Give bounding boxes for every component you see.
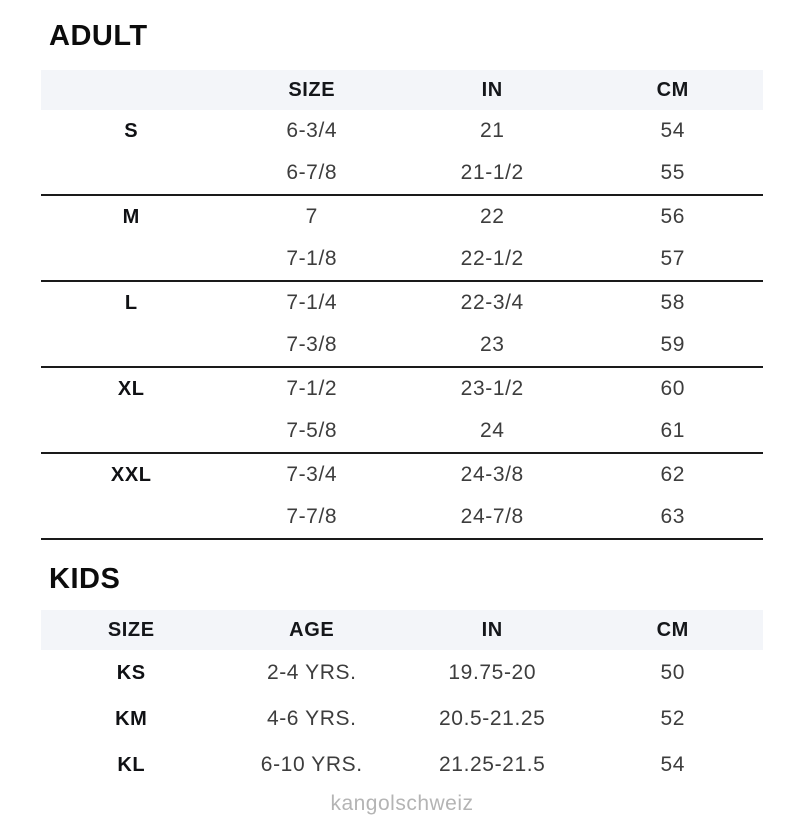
adult-size-group-l [41,282,763,368]
cm-value: 54 [660,753,686,776]
adult-header-size: SIZE [288,78,336,101]
size-value: 7-5/8 [286,419,338,442]
in-value: 22-1/2 [460,247,524,270]
adult-section [41,20,763,540]
adult-header-cm: CM [656,78,689,101]
size-label: KM [115,707,148,730]
cm-value: 50 [660,661,686,684]
table-row [41,110,763,152]
size-value: 7-1/4 [286,291,338,314]
size-label: XL [117,377,145,400]
size-label: M [122,205,140,228]
in-value: 22-3/4 [460,291,524,314]
size-value: 6-3/4 [286,119,338,142]
cm-value: 55 [660,161,686,184]
age-value: 6-10 YRS. [260,753,363,776]
cm-value: 52 [660,707,686,730]
in-value: 21-1/2 [460,161,524,184]
kids-header-age: AGE [289,618,335,641]
adult-size-group-s [41,110,763,196]
table-row [41,496,763,538]
in-value: 20.5-21.25 [439,707,546,730]
size-value: 7-7/8 [286,505,338,528]
cm-value: 59 [660,333,686,356]
kids-header-in: IN [481,618,503,641]
size-label: L [124,291,138,314]
size-value: 7-3/4 [286,463,338,486]
size-label: XXL [110,463,152,486]
table-row [41,696,763,742]
cm-value: 62 [660,463,686,486]
table-row [41,410,763,452]
kids-section [41,563,763,788]
table-row [41,282,763,324]
size-label: S [124,119,139,142]
table-row [41,152,763,194]
cm-value: 60 [660,377,686,400]
in-value: 23-1/2 [460,377,524,400]
table-row [41,238,763,280]
size-label: KL [117,753,146,776]
kids-header-size: SIZE [107,618,155,641]
adult-title: ADULT [49,20,148,52]
table-row [41,650,763,696]
cm-value: 54 [660,119,686,142]
adult-header-in: IN [481,78,503,101]
size-value: 6-7/8 [286,161,338,184]
in-value: 24 [479,419,505,442]
cm-value: 57 [660,247,686,270]
cm-value: 63 [660,505,686,528]
table-row [41,368,763,410]
table-row [41,454,763,496]
in-value: 21.25-21.5 [439,753,546,776]
adult-size-group-m [41,196,763,282]
size-value: 7-1/2 [286,377,338,400]
in-value: 23 [479,333,505,356]
in-value: 24-7/8 [460,505,524,528]
adult-size-table [41,70,763,540]
kids-size-table [41,610,763,788]
cm-value: 58 [660,291,686,314]
adult-size-group-xxl [41,454,763,540]
age-value: 4-6 YRS. [266,707,357,730]
table-row [41,324,763,366]
in-value: 24-3/8 [460,463,524,486]
kids-table-header [41,610,763,650]
kids-title: KIDS [49,563,121,595]
in-value: 22 [479,205,505,228]
table-row [41,742,763,788]
adult-table-header [41,70,763,110]
watermark: kangolschweiz [330,792,474,815]
age-value: 2-4 YRS. [266,661,357,684]
cm-value: 61 [660,419,686,442]
size-value: 7-3/8 [286,333,338,356]
adult-size-group-xl [41,368,763,454]
in-value: 21 [479,119,505,142]
kids-header-cm: CM [656,618,689,641]
cm-value: 56 [660,205,686,228]
table-row [41,196,763,238]
size-value: 7-1/8 [286,247,338,270]
size-label: KS [116,661,146,684]
in-value: 19.75-20 [448,661,537,684]
size-value: 7 [305,205,318,228]
